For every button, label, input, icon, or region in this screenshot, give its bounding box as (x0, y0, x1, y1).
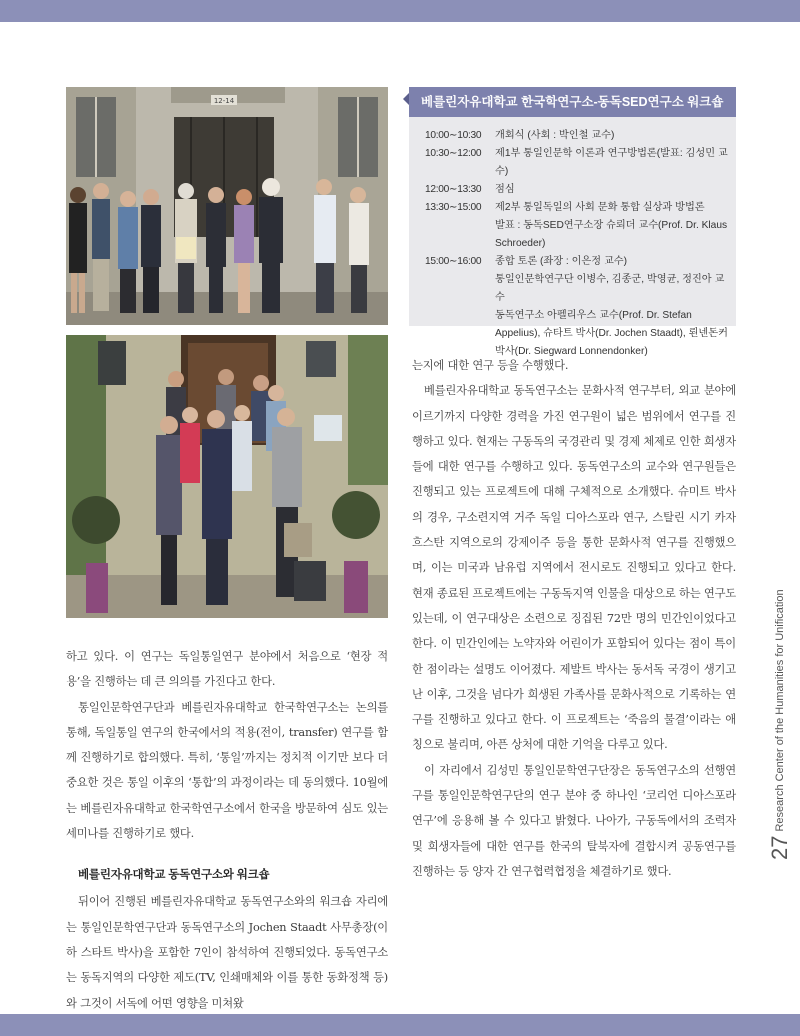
schedule-item (425, 181, 730, 199)
schedule-time: 15:00∼16:00 (425, 256, 482, 267)
schedule-item (425, 127, 730, 145)
schedule-item (425, 145, 730, 181)
schedule-time: 13:30∼15:00 (425, 202, 482, 213)
schedule-line: 동독연구소 아펠리우스 교수(Prof. Dr. Stefan Appelius), 슈타트 박사(Dr. Jochen Staadt), 뢴넨돈커 박사(Dr. Siegward Lonnendonker) (495, 310, 728, 357)
paragraph: 베를린자유대학교 동독연구소는 문화사적 연구부터, 외교 분야에 이르기까지 다양한 경력을 가진 연구원이 넓은 범위에서 연구를 진행하고 있다. 현재는 구동독의 국경관리 및 경제 체제로 인한 희생자들에 대한 연구를 수행하고 있다. 동독연구소의 교수와 연구원들은 진행되고 있는 프로젝트에 대해 구체적으로 소개했다. 슈미트 박사의 경우, 구소련지역 거주 독일 디아스포라 연구, 스탈린 시기 카자흐스탄 지역으로의 강제이주 등을 통한 문화사적 연구를 진행했으며, 이는 미국과 남유럽 지역에서 전시로도 진행되고 있다고 한다. 현재 종료된 프로젝트에는 구동독지역 인물을 대상으로 하는 연구도 있는데, 이 연구대상은 소련으로 징집된 72만 명의 민간인이었다고 한다. 이 민간인에는 노약자와 어린이가 포함되어 있다는 점이 특이한 점이라는 설명도 이어졌다. 제발트 박사는 동서독 국경이 생기고 난 이후, 그것을 넘다가 희생된 가족사를 문화사적으로 기록하는 연구를 진행하고 있다고 한다. 이 프로젝트는 ‘죽음의 물결’이라는 애칭으로 불리며, 아픈 상처에 대한 기억을 다루고 있다. (412, 384, 736, 752)
paragraph: 이 자리에서 김성민 통일인문학연구단장은 동독연구소의 선행연구를 통일인문학연구단의 연구 분야 중 하나인 ‘코리언 디아스포라 연구’에 응용해 볼 수 있다고 밝혔다. 나아가, 구동독에서의 조력자 및 희생자들에 대한 연구를 한국의 탈북자에 결합시켜 공동연구를 진행하는 등 양자 간 연구협력협정을 체결하기로 했다. (412, 763, 736, 878)
bottom-band (0, 1014, 800, 1036)
page-number: 27 (767, 835, 792, 860)
schedule-time: 10:30∼12:00 (425, 148, 482, 159)
schedule-line: 개회식 (사회 : 박인철 교수) (495, 130, 615, 141)
schedule-line: 제1부 통일인문학 이론과 연구방법론(발표: 김성민 교수) (495, 148, 728, 177)
paragraph: 통일인문학연구단과 베를린자유대학교 한국학연구소는 논의를 통해, 독일통일 연구의 한국에서의 적용(전이, transfer) 연구를 함께 진행하기로 합의했다. 특히, ‘통일’까지는 정치적 이기만 보다 더 중요한 것은 통일 이후의 ‘통합’의 과정이라는 데 동의했다. 10월에는 베를린자유대학교 한국학연구소에서 한국을 방문하여 심도 있는 세미나를 진행하기로 했다. (66, 700, 388, 841)
section-heading: 베를린자유대학교 동독연구소와 워크숍 (78, 869, 270, 882)
paragraph: 하고 있다. 이 연구는 독일통일연구 분야에서 처음으로 ‘현장 적용’을 진행하는 데 큰 의의를 가진다고 한다. (66, 650, 388, 689)
article-left-column (66, 644, 388, 1016)
schedule-item (425, 199, 730, 253)
schedule-list (425, 127, 730, 361)
schedule-description (495, 127, 730, 145)
building-sign: 12-14 (213, 97, 235, 105)
page-footer (752, 589, 792, 860)
group-photo-building (66, 87, 388, 325)
schedule-line: 제2부 통일독일의 사회 문화 통합 실상과 방법론 (495, 202, 705, 213)
schedule-title: 베를린자유대학교 한국학연구소-동독SED연구소 워크숍 (409, 87, 736, 117)
group-photo-house (66, 335, 388, 618)
schedule-line: 점심 (495, 184, 515, 195)
schedule-time: 12:00∼13:30 (425, 184, 482, 195)
publication-name: Research Center of the Humanities for Unification (774, 589, 786, 832)
schedule-description (495, 145, 730, 181)
article-right-column (412, 353, 736, 884)
schedule-line: 발표 : 동독SED연구소장 슈뢰더 교수(Prof. Dr. Klaus Schroeder) (495, 220, 728, 249)
schedule-box (409, 87, 736, 357)
schedule-description (495, 181, 730, 199)
schedule-time: 10:00∼10:30 (425, 130, 482, 141)
paragraph: 는지에 대한 연구 등을 수행했다. (412, 359, 569, 372)
paragraph: 뒤이어 진행된 베를린자유대학교 동독연구소와의 워크숍 자리에는 통일인문학연구단과 동독연구소의 Jochen Staadt 사무총장(이하 스타트 박사)을 포함한 7인이 참석하여 진행되었다. 동독연구소는 동독지역의 다양한 제도(TV, 인쇄매체와 이를 통한 동화정책 등)와 그것이 서독에 어떤 영향을 미쳐왔 (66, 895, 388, 1010)
top-band (0, 0, 800, 22)
schedule-line: 종합 토론 (좌장 : 이은정 교수) (495, 256, 628, 267)
schedule-description (495, 253, 730, 361)
schedule-line: 통일인문학연구단 이병수, 김종군, 박영균, 정진아 교수 (495, 274, 725, 303)
schedule-item (425, 253, 730, 361)
schedule-description (495, 199, 730, 253)
